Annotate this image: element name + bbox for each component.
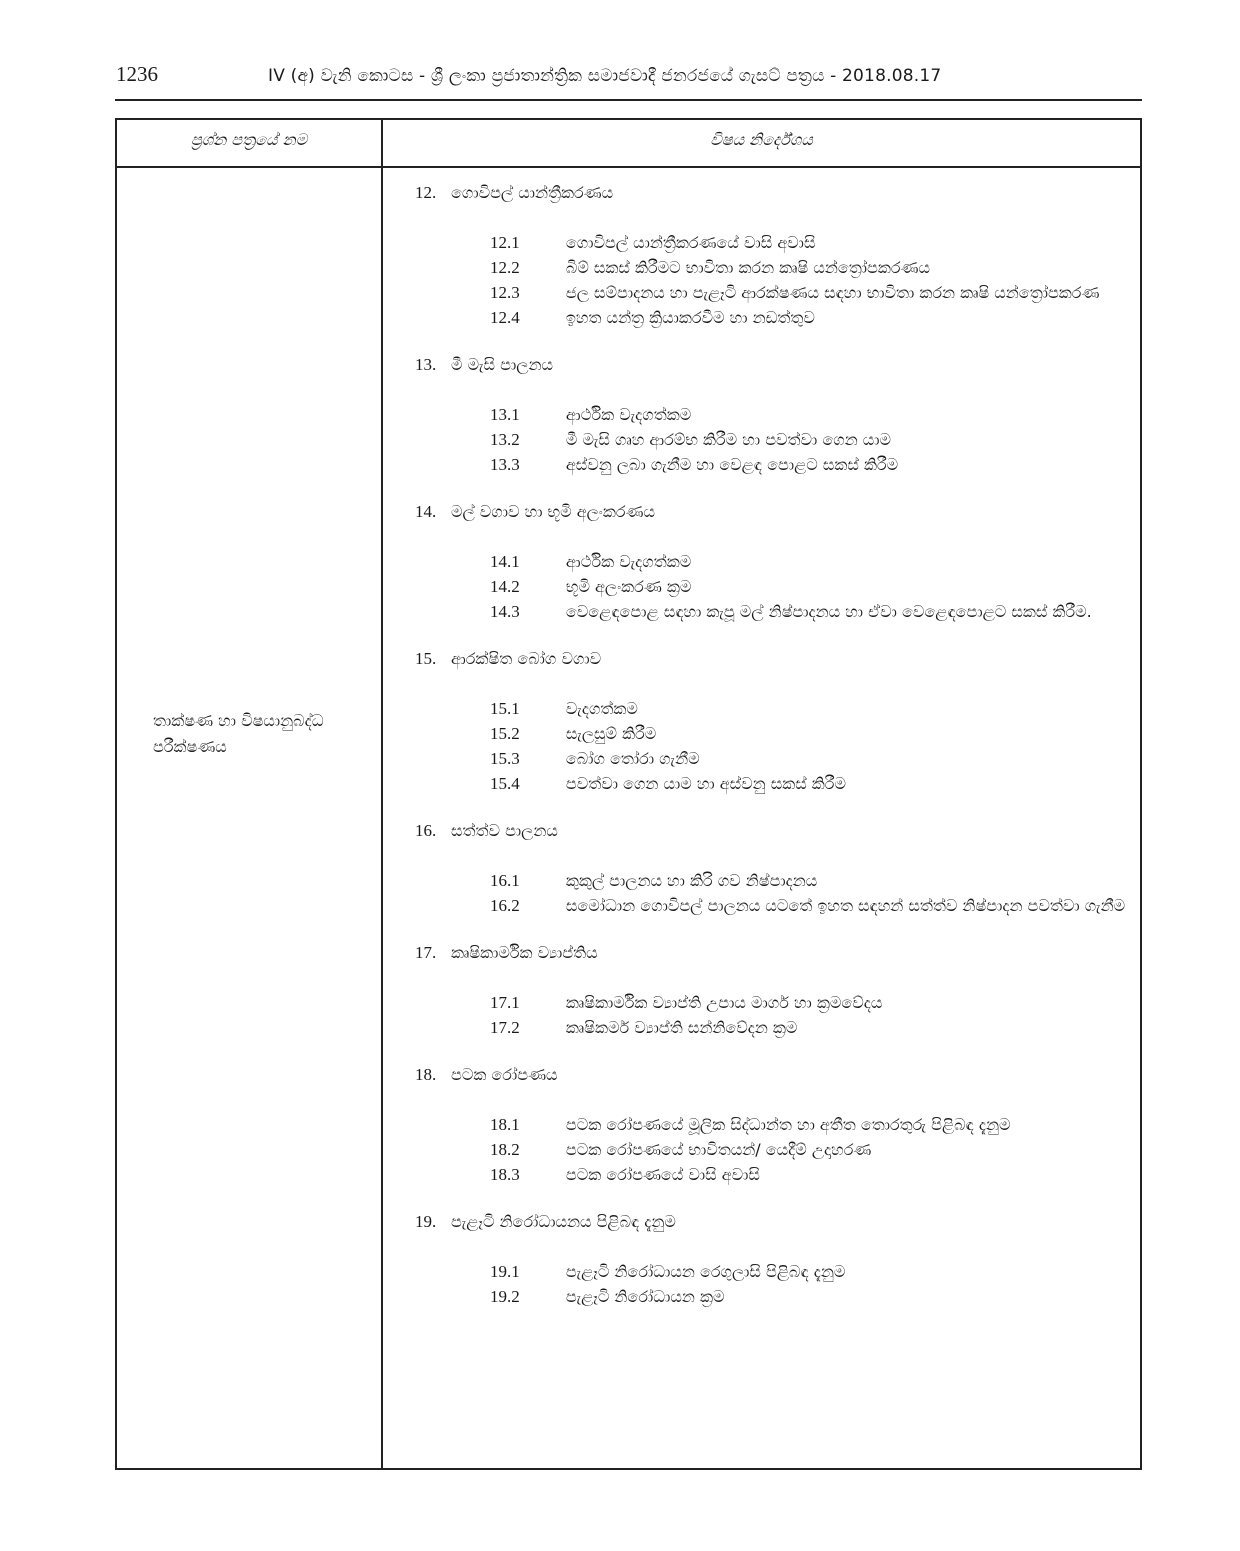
item-text: පටක රෝපණයේ වාසි අවාසි [565, 1165, 760, 1184]
syllabus-section [415, 818, 1135, 918]
syllabus-item [415, 1112, 1135, 1137]
section-title [415, 352, 1135, 377]
section-items [415, 549, 1135, 624]
item-number: 16.1 [490, 871, 520, 890]
syllabus-item [415, 427, 1135, 452]
syllabus-item [415, 1284, 1135, 1309]
item-number: 14.3 [490, 602, 520, 621]
item-text: පවත්වා ගෙන යාම හා අස්වනු සකස් කිරීම [565, 774, 846, 793]
section-title [415, 499, 1135, 524]
syllabus-item [415, 771, 1135, 796]
item-text: සමෝධාන ගොවිපල් පාලනය යටතේ ඉහත සඳහන් සත්ත්ව නිෂ්පාදන පවත්වා ගැනීම [565, 896, 1126, 915]
item-text: වැදගත්කම [565, 699, 638, 718]
section-title [415, 940, 1135, 965]
section-number: 17. [415, 943, 437, 962]
item-text: අස්වනු ලබා ගැනීම හා වෙළඳ පොළට සකස් කිරීම [565, 455, 899, 474]
syllabus-section [415, 1062, 1135, 1187]
item-number: 17.2 [490, 1018, 520, 1037]
paper-name-cell: තාක්ෂණ හා විෂයානුබද්ධ පරීක්ෂණය [153, 711, 324, 756]
syllabus-item [415, 721, 1135, 746]
item-number: 12.3 [490, 283, 520, 302]
item-number: 12.4 [490, 308, 520, 327]
syllabus-item [415, 696, 1135, 721]
syllabus-table [115, 118, 1142, 1470]
syllabus-section [415, 1209, 1135, 1309]
syllabus-item [415, 1015, 1135, 1040]
syllabus-item [415, 255, 1135, 280]
header-rule [115, 99, 1142, 101]
syllabus-item [415, 452, 1135, 477]
section-title [415, 646, 1135, 671]
syllabus-item [415, 574, 1135, 599]
item-text: පටක රෝපණයේ භාවිතයන්/ යෙදීම් උදාහරණ [565, 1140, 872, 1159]
column-header-syllabus: විෂය නිර්දේශය [710, 130, 813, 149]
item-text: ආර්ථික වැදගත්කම [565, 405, 692, 424]
syllabus-item [415, 746, 1135, 771]
section-title-text: ගොවිපල් යාන්ත්‍රීකරණය [451, 183, 614, 202]
item-number: 18.2 [490, 1140, 520, 1159]
item-text: භූමි අලංකරණ ක්‍රම [565, 577, 692, 596]
syllabus-item [415, 402, 1135, 427]
syllabus-item [415, 280, 1135, 305]
item-number: 12.2 [490, 258, 520, 277]
column-header-paper-name: ප්‍රශ්න පත්‍රයේ නම [190, 130, 308, 149]
section-number: 12. [415, 183, 437, 202]
item-number: 15.2 [490, 724, 520, 743]
item-text: කෘෂිකාර්මික ව්‍යාප්ති උපාය මාර්ග හා ක්‍රමවේදය [565, 993, 883, 1012]
item-text: ඉහත යන්ත්‍ර ක්‍රියාකරවීම හා නඩත්තුව [565, 308, 815, 327]
item-text: කුකුල් පාලනය හා කිරි ගව නිෂ්පාදනය [565, 871, 818, 890]
running-header: IV (අ) වැනි කොටස - ශ්‍රී ලංකා ප්‍රජාතාන්ත්‍රික සමාජවාදී ජනරජයේ ගැසට් පත්‍රය - 2018.08.17 [268, 66, 942, 86]
syllabus-section [415, 180, 1135, 330]
section-title-text: මී මැසි පාලනය [451, 355, 553, 374]
item-number: 14.2 [490, 577, 520, 596]
item-number: 18.1 [490, 1115, 520, 1134]
item-text: ගොවිපල් යාන්ත්‍රීකරණයේ වාසි අවාසි [565, 233, 816, 252]
column-divider [381, 120, 383, 1468]
section-title-text: ආරක්ෂිත බෝග වගාව [451, 649, 602, 668]
syllabus-item [415, 893, 1135, 918]
item-number: 15.1 [490, 699, 520, 718]
syllabus-item [415, 990, 1135, 1015]
syllabus-item [415, 1137, 1135, 1162]
item-number: 14.1 [490, 552, 520, 571]
section-number: 14. [415, 502, 437, 521]
section-title [415, 1062, 1135, 1087]
syllabus-item [415, 599, 1135, 624]
item-number: 15.4 [490, 774, 520, 793]
syllabus-item [415, 868, 1135, 893]
item-text: මී මැසි ගෘහ ආරම්භ කිරීම හා පවත්වා ගෙන යාම [565, 430, 892, 449]
item-number: 18.3 [490, 1165, 520, 1184]
section-items [415, 990, 1135, 1040]
section-items [415, 402, 1135, 477]
section-items [415, 1259, 1135, 1309]
item-number: 13.1 [490, 405, 520, 424]
syllabus-item [415, 305, 1135, 330]
syllabus-section [415, 940, 1135, 1040]
item-text: කෘෂිකර්ම ව්‍යාප්ති සන්නිවේදන ක්‍රම [565, 1018, 798, 1037]
syllabus-item [415, 1162, 1135, 1187]
syllabus-content [415, 180, 1135, 1331]
section-title-text: මල් වගාව හා භූමි අලංකරණය [451, 502, 655, 521]
item-text: ජල සම්පාදනය හා පැළෑටි ආරක්ෂණය සඳහා භාවිතා කරන කෘෂි යන්ත්‍රෝපකරණ [565, 283, 1100, 302]
section-number: 18. [415, 1065, 437, 1084]
section-items [415, 230, 1135, 330]
section-items [415, 868, 1135, 918]
syllabus-section [415, 352, 1135, 477]
section-title [415, 180, 1135, 205]
syllabus-section [415, 499, 1135, 624]
syllabus-section [415, 646, 1135, 796]
item-number: 13.3 [490, 455, 520, 474]
section-title [415, 1209, 1135, 1234]
item-number: 16.2 [490, 896, 520, 915]
section-items [415, 696, 1135, 796]
item-number: 15.3 [490, 749, 520, 768]
item-number: 19.2 [490, 1287, 520, 1306]
item-text: බෝග තෝරා ගැනීම [565, 749, 700, 768]
section-number: 16. [415, 821, 437, 840]
section-title-text: පටක රෝපණය [451, 1065, 558, 1084]
section-title-text: සත්ත්ව පාලනය [451, 821, 558, 840]
item-text: ආර්ථික වැදගත්කම [565, 552, 692, 571]
section-title [415, 818, 1135, 843]
section-number: 19. [415, 1212, 437, 1231]
section-title-text: කෘෂිකාර්මික ව්‍යාප්තිය [451, 943, 598, 962]
item-text: පැළෑටි නිරෝධායන ක්‍රම [565, 1287, 725, 1306]
header-divider [117, 166, 1140, 168]
section-title-text: පැළෑටි නිරෝධායනය පිළිබඳ දැනුම [451, 1212, 676, 1231]
page-number: 1236 [116, 62, 158, 86]
item-text: වෙළෙඳපොළ සඳහා කැපූ මල් නිෂ්පාදනය හා ඒවා වෙළෙඳපොළට සකස් කිරීම. [565, 602, 1092, 621]
item-text: පැළෑටි නිරෝධායන රෙගුලාසි පිළිබඳ දැනුම [565, 1262, 846, 1281]
item-text: සැලසුම් කිරීම [565, 724, 657, 743]
section-number: 15. [415, 649, 437, 668]
syllabus-item [415, 549, 1135, 574]
item-number: 17.1 [490, 993, 520, 1012]
item-number: 12.1 [490, 233, 520, 252]
item-text: පටක රෝපණයේ මූලික සිද්ධාන්ත හා අතීත තොරතුරු පිළිබඳ දැනුම [565, 1115, 1011, 1134]
item-text: බිම් සකස් කිරීමට භාවිතා කරන කෘෂි යන්ත්‍රෝපකරණය [565, 258, 930, 277]
section-number: 13. [415, 355, 437, 374]
syllabus-item [415, 1259, 1135, 1284]
syllabus-item [415, 230, 1135, 255]
item-number: 19.1 [490, 1262, 520, 1281]
item-number: 13.2 [490, 430, 520, 449]
section-items [415, 1112, 1135, 1187]
